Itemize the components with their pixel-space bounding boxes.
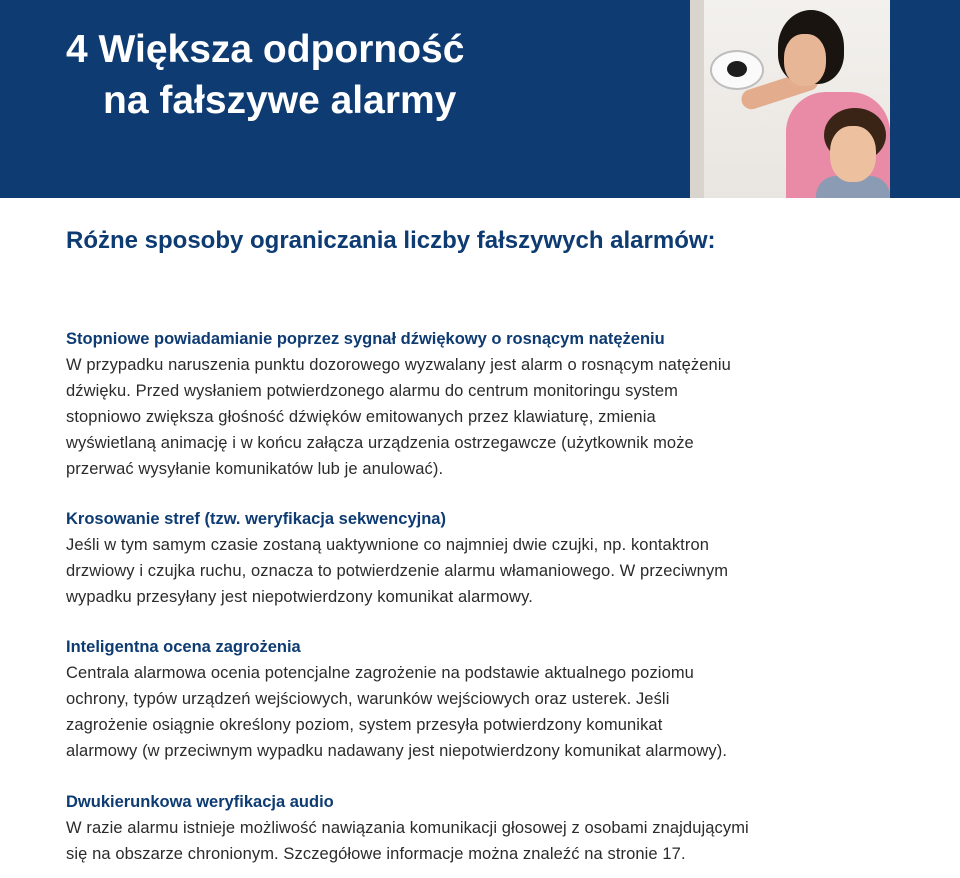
section-heading: Inteligentna ocena zagrożenia xyxy=(66,638,301,656)
section-zone-crossing xyxy=(66,506,926,610)
body-line: W przypadku naruszenia punktu dozorowego wyzwalany jest alarm o rosnącym natężeniu xyxy=(66,356,731,374)
body-line: się na obszarze chronionym. Szczegółowe informacje można znaleźć na stronie 17. xyxy=(66,845,686,863)
section-body xyxy=(66,815,926,867)
body-line: W razie alarmu istnieje możliwość nawiązania komunikacji głosowej z osobami znajdującymi xyxy=(66,819,749,837)
body-line: zagrożenie osiągnie określony poziom, system przesyła potwierdzony komunikat xyxy=(66,716,663,734)
section-body xyxy=(66,352,926,482)
section-body xyxy=(66,532,926,610)
header-photo xyxy=(690,0,890,198)
section-audio-verification xyxy=(66,789,926,867)
section-threat-assessment xyxy=(66,634,926,764)
body-line: wypadku przesyłany jest niepotwierdzony komunikat alarmowy. xyxy=(66,588,533,606)
body-line: Jeśli w tym samym czasie zostaną uaktywnione co najmniej dwie czujki, np. kontaktron xyxy=(66,536,709,554)
body-line: Centrala alarmowa ocenia potencjalne zagrożenie na podstawie aktualnego poziomu xyxy=(66,664,694,682)
content-sections xyxy=(66,326,926,867)
section-body xyxy=(66,660,926,764)
section-subtitle: Różne sposoby ograniczania liczby fałszywych alarmów: xyxy=(66,227,716,254)
body-line: stopniowo zwiększa głośność dźwięków emitowanych przez klawiaturę, zmienia xyxy=(66,408,656,426)
section-heading: Stopniowe powiadamianie poprzez sygnał dźwiękowy o rosnącym natężeniu xyxy=(66,330,665,348)
body-line: ochrony, typów urządzeń wejściowych, warunków wejściowych oraz usterek. Jeśli xyxy=(66,690,670,708)
section-gradual-notification xyxy=(66,326,926,482)
page-title-line-1: 4 Większa odporność xyxy=(66,28,465,71)
header-banner xyxy=(0,0,960,198)
body-line: drzwiowy i czujka ruchu, oznacza to potwierdzenie alarmu włamaniowego. W przeciwnym xyxy=(66,562,729,580)
body-line: alarmowy (w przeciwnym wypadku nadawany jest niepotwierdzony komunikat alarmowy). xyxy=(66,742,728,760)
page-title xyxy=(66,24,464,126)
body-line: dźwięku. Przed wysłaniem potwierdzonego alarmu do centrum monitoringu system xyxy=(66,382,678,400)
body-line: przerwać wysyłanie komunikatów lub je anulować). xyxy=(66,460,444,478)
page-title-line-2: na fałszywe alarmy xyxy=(103,79,457,122)
alarm-keypad-image xyxy=(710,50,764,90)
section-heading: Dwukierunkowa weryfikacja audio xyxy=(66,793,334,811)
body-line: wyświetlaną animację i w końcu załącza urządzenia ostrzegawcze (użytkownik może xyxy=(66,434,694,452)
section-heading: Krosowanie stref (tzw. weryfikacja sekwencyjna) xyxy=(66,510,446,528)
